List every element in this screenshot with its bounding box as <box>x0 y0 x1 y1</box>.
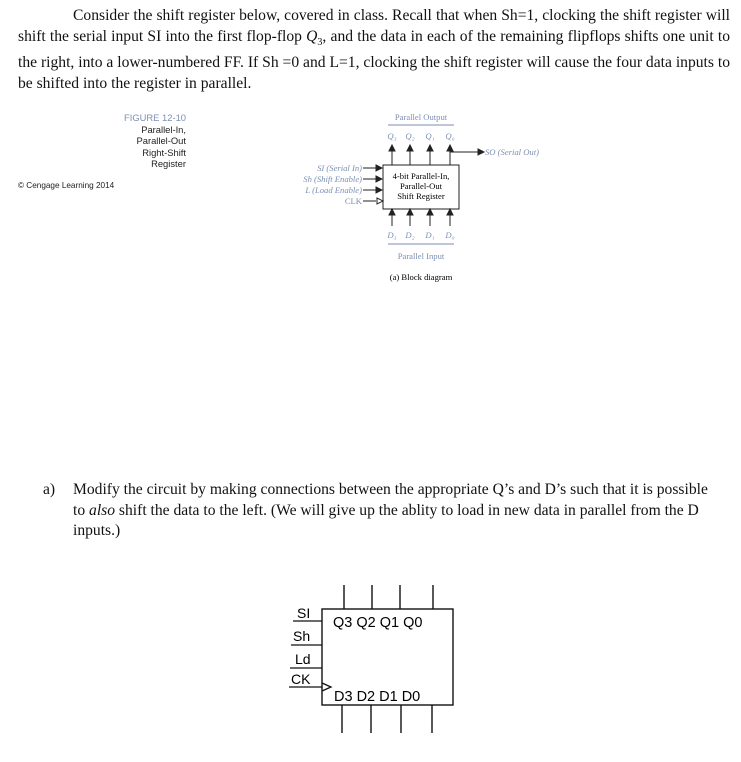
intro-text: Consider the shift register below, covered in class. Recall that when Sh=1, clocking the shift register will shift the serial input SI into the first flop-flop $Q_3$, and the data in each of the remaining flipflops shifts one unit to the right, into a lower-numbered FF. If Sh =0 and L=1, clocking the shift register will cause the four data inputs to be shifted into the register in parallel. <box>18 7 730 92</box>
q2-label: Q₂ <box>405 131 415 141</box>
sketch-sh-label: Sh <box>293 628 311 644</box>
sketch-ld-label: Ld <box>295 651 311 667</box>
si-input-label: SI (Serial In) <box>317 163 362 173</box>
figure-caption-line: Parallel-Out <box>136 135 186 146</box>
d2-label: D₂ <box>405 230 415 240</box>
figure-number: FIGURE 12-10 <box>124 112 186 123</box>
sketch-d-row: D3 D2 D1 D0 <box>334 689 421 705</box>
figure-caption-line: Register <box>151 158 186 169</box>
q3-label: Q₃ <box>387 131 397 141</box>
box-line-1: 4-bit Parallel-In, <box>392 171 450 181</box>
d1-label: D₁ <box>425 230 435 240</box>
clk-input-label: CLK <box>344 196 362 206</box>
serial-out-label: SO (Serial Out) <box>485 147 539 157</box>
question-label: a) <box>43 481 56 498</box>
box-line-2: Parallel-Out <box>400 181 442 191</box>
l-input-label: L (Load Enable) <box>305 185 362 195</box>
sh-input-label: Sh (Shift Enable) <box>303 174 362 184</box>
parallel-output-label: Parallel Output <box>394 112 448 122</box>
figure-credit: © Cengage Learning 2014 <box>18 181 115 190</box>
parallel-input-label: Parallel Input <box>397 251 445 261</box>
question-text: Modify the circuit by making connections between the appropriate Q’s and D’s such that it is possible to also shift the data to the left. (We will give up the ablity to load in new data in parallel from the D inputs.) <box>73 481 708 539</box>
d0-label: D₀ <box>445 230 455 240</box>
sketch-clock-triangle <box>322 683 331 691</box>
d3-label: D₃ <box>387 230 397 240</box>
box-line-3: Shift Register <box>397 191 445 201</box>
q1-label: Q₁ <box>425 131 435 141</box>
sketch-q-row: Q3 Q2 Q1 Q0 <box>333 615 423 631</box>
figure-caption-line: Parallel-In, <box>141 123 186 135</box>
block-diagram-subcaption: (a) Block diagram <box>389 272 453 282</box>
sketch-ck-label: CK <box>291 671 311 687</box>
sketch-si-label: SI <box>297 605 311 621</box>
q0-label: Q₀ <box>445 131 455 141</box>
figure-caption-line: Right-Shift <box>142 146 186 158</box>
